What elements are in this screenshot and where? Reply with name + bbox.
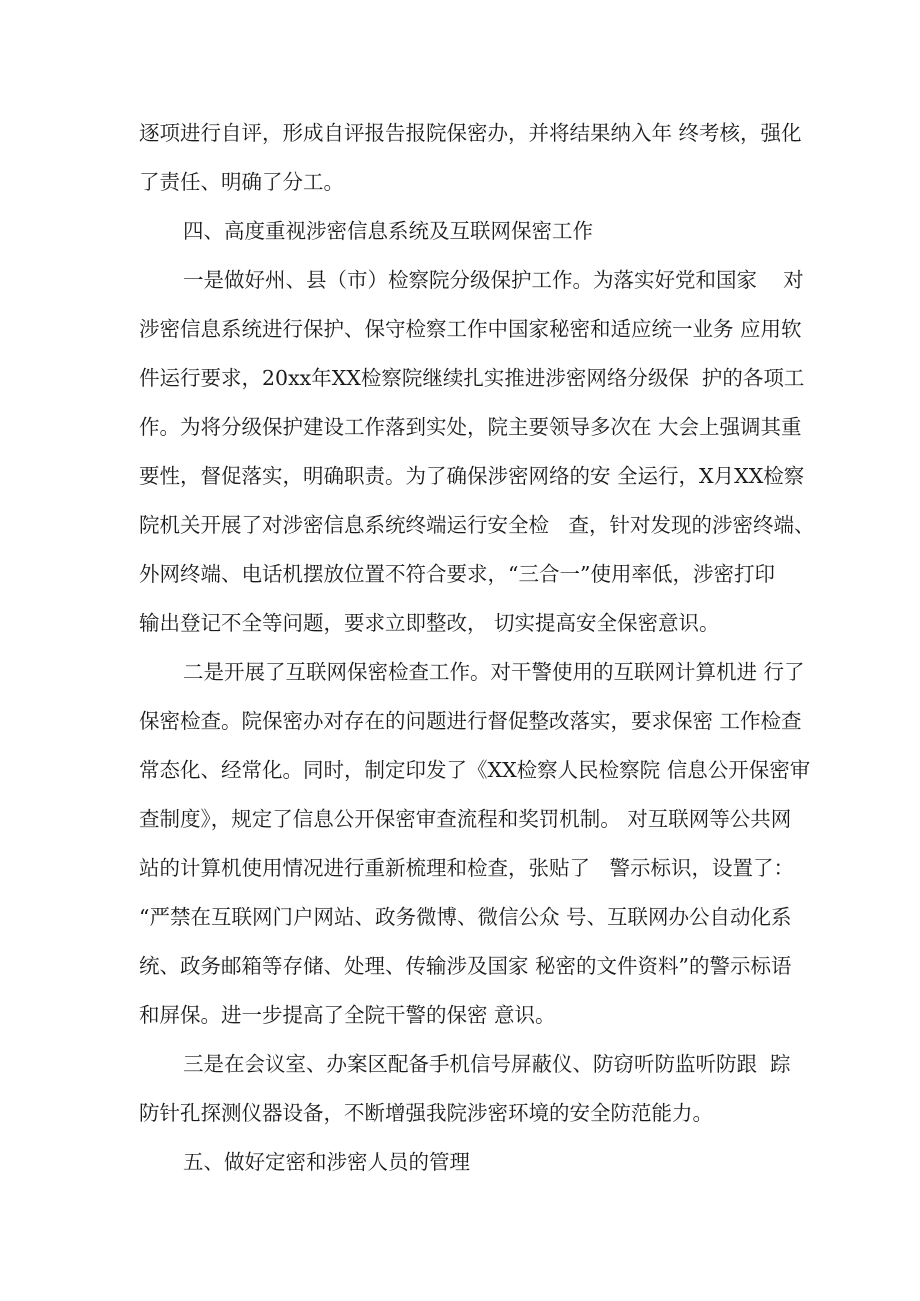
text-line: 要性，督促落实，明确职责。为了确保涉密网络的安 全运行，X月XX检察 [139, 464, 805, 488]
text-line: 一是做好州、县（市）检察院分级保护工作。为落实好党和国家 对 [183, 268, 804, 292]
text-line: 输出登记不全等问题，要求立即整改， 切实提高安全保密意识。 [139, 611, 720, 635]
text-line: 作。为将分级保护建设工作落到实处，院主要领导多次在 大会上强调其重 [139, 415, 802, 439]
section-heading: 五、做好定密和涉密人员的管理 [183, 1150, 470, 1174]
text-line: 外网终端、电话机摆放位置不符合要求，“三合一”使用率低，涉密打印 [139, 562, 775, 586]
text-line: 了责任、明确了分工。 [139, 170, 344, 194]
text-line: 查制度》，规定了信息公开保密审查流程和奖罚机制。 对互联网等公共网 [139, 807, 792, 831]
text-line: “严禁在互联网门户网站、政务微博、微信公众 号、互联网办公自动化系 [139, 905, 792, 929]
text-line: 保密检查。院保密办对存在的问题进行督促整改落实，要求保密 工作检查 [139, 709, 802, 733]
text-line: 三是在会议室、办案区配备手机信号屏蔽仪、防窃听防监听防跟 踪 [183, 1052, 791, 1076]
text-line: 站的计算机使用情况进行重新梳理和检查，张贴了 警示标识，设置了： [139, 856, 795, 880]
text-line: 和屏保。进一步提高了全院干警的保密 意识。 [139, 1003, 556, 1027]
text-line: 逐项进行自评，形成自评报告报院保密办，并将结果纳入年 终考核，强化 [139, 121, 802, 145]
text-line: 院机关开展了对涉密信息系统终端运行安全检 查，针对发现的涉密终端、 [139, 513, 815, 537]
text-line: 涉密信息系统进行保护、保守检察工作中国家秘密和适应统一业务 应用软 [139, 317, 802, 341]
text-line: 防针孔探测仪器设备，不断增强我院涉密环境的安全防范能力。 [139, 1101, 713, 1125]
text-line: 常态化、经常化。同时，制定印发了《XX检察人民检察院 信息公开保密审 [139, 758, 811, 782]
section-heading: 四、高度重视涉密信息系统及互联网保密工作 [183, 219, 593, 243]
text-line: 件运行要求，20xx年XX检察院继续扎实推进涉密网络分级保 护的各项工 [139, 366, 805, 390]
text-line: 统、政务邮箱等存储、处理、传输涉及国家 秘密的文件资料”的警示标语 [139, 954, 792, 978]
text-line: 二是开展了互联网保密检查工作。对干警使用的互联网计算机进 行了 [183, 660, 805, 684]
